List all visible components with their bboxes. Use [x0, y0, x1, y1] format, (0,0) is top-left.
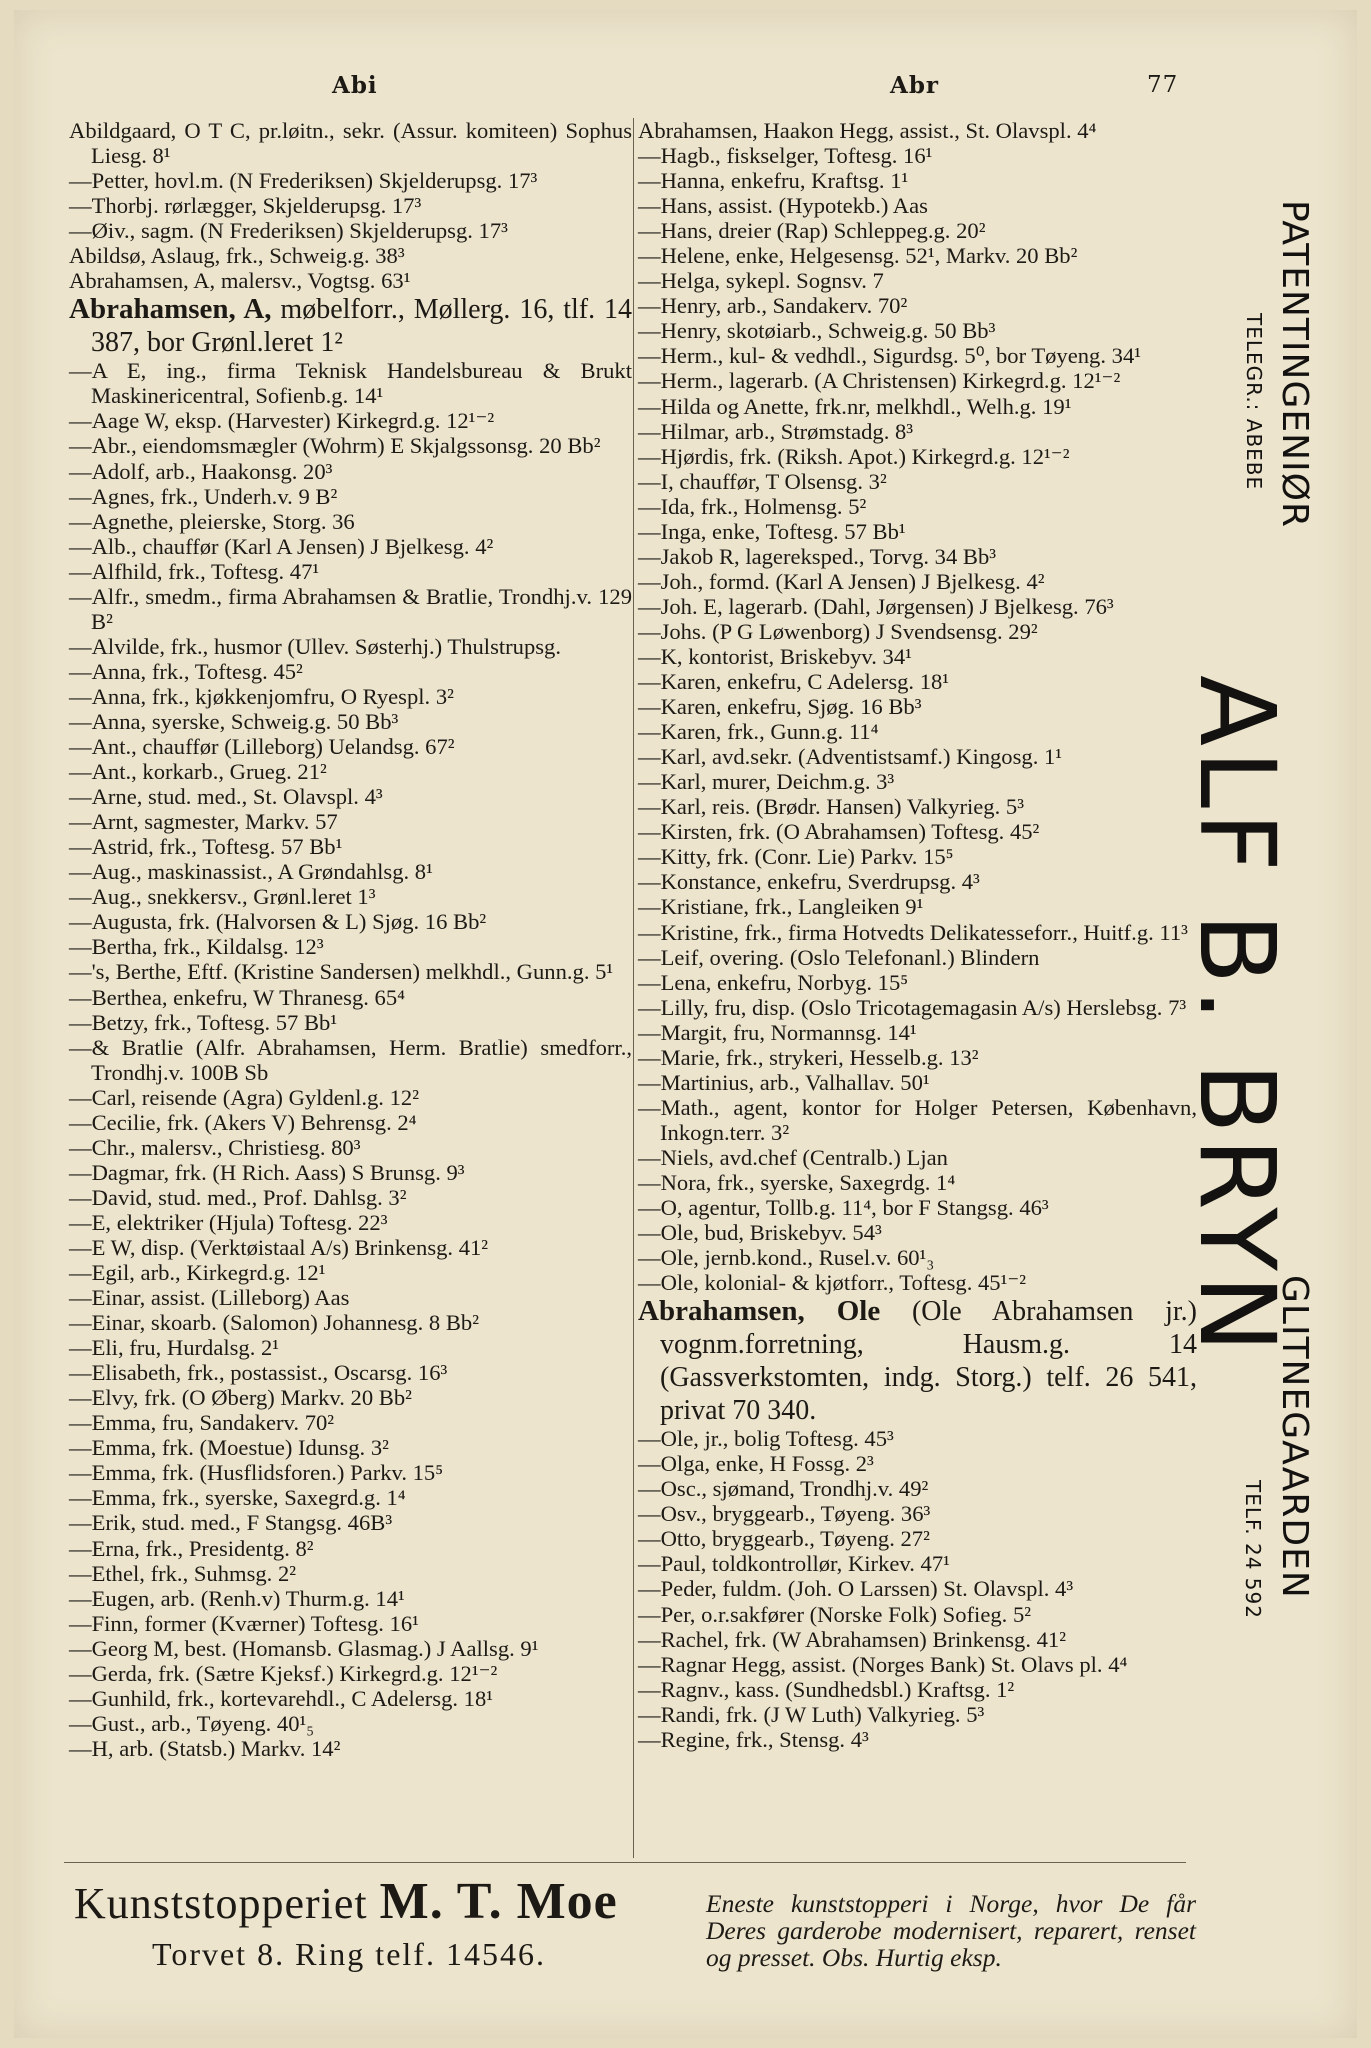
directory-entry: —Johs. (P G Løwenborg) J Svendsensg. 29² [638, 618, 1038, 644]
footer-rule [64, 1862, 1186, 1863]
column-divider [633, 118, 634, 1858]
directory-entry: —Chr., malersv., Christiesg. 80³ [69, 1134, 361, 1160]
directory-entry: —Aug., snekkersv., Grønl.leret 1³ [69, 884, 376, 910]
directory-entry: —Hans, dreier (Rap) Schleppeg.g. 20² [638, 218, 986, 244]
featured-entry-details: møbelforr., Møllerg. 16, tlf. 14 387, bor Grønl.leret 1² [91, 294, 633, 359]
directory-entry: —E, elektriker (Hjula) Toftesg. 22³ [69, 1209, 388, 1235]
side-advertisement [1176, 115, 1339, 1875]
running-head-right: Abr [890, 72, 940, 99]
directory-entry-featured [69, 293, 632, 359]
directory-entry: —Erna, frk., Presidentg. 8² [69, 1535, 314, 1561]
directory-entry: —Elvy, frk. (O Øberg) Markv. 20 Bb² [69, 1385, 412, 1411]
directory-entry: —Egil, arb., Kirkegrd.g. 12¹ [69, 1260, 326, 1286]
directory-entry: —Ethel, frk., Suhmsg. 2² [69, 1560, 297, 1586]
directory-entry: —'s, Berthe, Eftf. (Kristine Sandersen) melkhdl., Gunn.g. 5¹ [69, 959, 614, 985]
directory-entry: —Ragnar Hegg, assist. (Norges Bank) St. Olavs pl. 4⁴ [638, 1651, 1128, 1677]
directory-entry: —O, agentur, Tollb.g. 11⁴, bor F Stangsg. 46³ [638, 1195, 1049, 1221]
directory-entry: —Adolf, arb., Haakonsg. 20³ [69, 458, 333, 484]
directory-entry: —Emma, frk., syerske, Saxegrd.g. 1⁴ [69, 1485, 406, 1511]
directory-entry: —Carl, reisende (Agra) Gyldenl.g. 12² [69, 1084, 419, 1110]
page-number: 77 [1147, 72, 1179, 98]
directory-entry: Abildsø, Aslaug, frk., Schweig.g. 38³ [69, 243, 405, 269]
featured-entry-name: Abrahamsen, Ole [638, 1295, 881, 1328]
directory-entry: —Rachel, frk. (W Abrahamsen) Brinkensg. 41² [638, 1626, 1067, 1652]
directory-entry: —Martinius, arb., Valhallav. 50¹ [638, 1069, 930, 1095]
directory-entry: —K, kontorist, Briskebyv. 34¹ [638, 643, 912, 669]
directory-entry: —Ole, bud, Briskebyv. 54³ [638, 1220, 882, 1246]
directory-entry: —Petter, hovl.m. (N Frederiksen) Skjelderupsg. 17³ [69, 168, 538, 194]
directory-entry: —Astrid, frk., Toftesg. 57 Bb¹ [69, 834, 343, 860]
directory-entry: —Thorbj. rørlægger, Skjelderupsg. 17³ [69, 193, 422, 219]
directory-entry: —Aug., maskinassist., A Grøndahlsg. 8¹ [69, 859, 433, 885]
moe-ad-slogan: Eneste kunststopperi i Norge, hvor De får Deres garderobe modernisert, reparert, renset og presset. Obs. Hurtig eksp. [706, 1889, 1196, 1972]
directory-entry: —Alfhild, frk., Toftesg. 47¹ [69, 558, 320, 584]
directory-entry: —Ida, frk., Holmensg. 5² [638, 493, 867, 519]
directory-entry: —Ole, kolonial- & kjøtforr., Toftesg. 45¹⁻² [638, 1270, 1027, 1296]
directory-entry: —Georg M, best. (Homansb. Glasmag.) J Aallsg. 9¹ [69, 1635, 539, 1661]
directory-entry: —Nora, frk., syerske, Saxegrdg. 1⁴ [638, 1169, 956, 1195]
directory-entry: —Hagb., fiskselger, Toftesg. 16¹ [638, 143, 933, 169]
directory-entry: —Kitty, frk. (Conr. Lie) Parkv. 15⁵ [638, 844, 954, 870]
left-column [69, 118, 632, 1761]
directory-entry: —Helga, sykepl. Sognsv. 7 [638, 268, 884, 294]
directory-entry: —Einar, skoarb. (Salomon) Johannesg. 8 Bb² [69, 1310, 479, 1336]
directory-entry: —Betzy, frk., Toftesg. 57 Bb¹ [69, 1009, 338, 1035]
directory-entry: —Olga, enke, H Fossg. 2³ [638, 1451, 874, 1477]
directory-entry: —Math., agent, kontor for Holger Petersen, København, Inkogn.terr. 3² [638, 1094, 1197, 1145]
directory-entry: —Ant., korkarb., Grueg. 21² [69, 759, 327, 785]
moe-ad-address: Torvet 8. Ring telf. 14546. [152, 1936, 546, 1972]
directory-entry: —Lilly, fru, disp. (Oslo Tricotagemagasin A/s) Herslebsg. 7³ [638, 994, 1187, 1020]
directory-entry: —Karen, enkefru, C Adelersg. 18¹ [638, 669, 950, 695]
directory-entry: —Paul, toldkontrollør, Kirkev. 47¹ [638, 1551, 950, 1577]
directory-entry: —Ant., chauffør (Lilleborg) Uelandsg. 67² [69, 734, 455, 760]
moe-ad-title-text: Kunststopperiet [74, 1879, 380, 1928]
directory-entry: —Niels, avd.chef (Centralb.) Ljan [638, 1144, 948, 1170]
directory-entry: —Agnes, frk., Underh.v. 9 B² [69, 483, 338, 509]
directory-entry: —E W, disp. (Verktøistaal A/s) Brinkensg. 41² [69, 1234, 489, 1260]
directory-entry: —Anna, syerske, Schweig.g. 50 Bb³ [69, 708, 399, 734]
directory-entry: —Hjørdis, frk. (Riksh. Apot.) Kirkegrd.g. 12¹⁻² [638, 443, 1070, 469]
featured-entry-details: (Ole Abrahamsen jr.) vognm.forretning, Hausm.g. 14 (Gassverkstomten, indg. Storg.) telf. 26 541, privat 70 340. [660, 1296, 1198, 1427]
directory-entry: —Gerda, frk. (Sætre Kjeksf.) Kirkegrd.g. 12¹⁻² [69, 1660, 498, 1686]
directory-entry: —Emma, frk. (Husflidsforen.) Parkv. 15⁵ [69, 1460, 444, 1486]
directory-page [14, 10, 1357, 2038]
directory-entry: —Anna, frk., kjøkkenjomfru, O Ryespl. 3² [69, 683, 454, 709]
directory-entry: —Øiv., sagm. (N Frederiksen) Skjelderupsg. 17³ [69, 218, 508, 244]
directory-entry: —Kristiane, frk., Langleiken 9¹ [638, 894, 924, 920]
directory-entry: —Arnt, sagmester, Markv. 57 [69, 809, 338, 835]
directory-entry: —Regine, frk., Stensg. 4³ [638, 1726, 869, 1752]
directory-entry: —Cecilie, frk. (Akers V) Behrensg. 2⁴ [69, 1109, 417, 1135]
directory-entry: —Hilda og Anette, frk.nr, melkhdl., Welh.g. 19¹ [638, 393, 1072, 419]
directory-entry: —Henry, skotøiarb., Schweig.g. 50 Bb³ [638, 318, 996, 344]
ad-telegram: TELEGR.: ABEBE [1242, 313, 1266, 491]
directory-entry: —Bertha, frk., Kildalsg. 12³ [69, 934, 324, 960]
directory-entry: —Herm., lagerarb. (A Christensen) Kirkegrd.g. 12¹⁻² [638, 368, 1121, 394]
directory-entry: —Ole, jernb.kond., Rusel.v. 60¹₃ [638, 1245, 935, 1271]
ad-phone: TELF. 24 592 [1241, 1480, 1265, 1619]
directory-entry: —Karl, reis. (Brødr. Hansen) Valkyrieg. 5³ [638, 794, 1024, 820]
directory-entry: —Margit, fru, Normannsg. 14¹ [638, 1019, 917, 1045]
directory-entry: —Emma, frk. (Moestue) Idunsg. 3² [69, 1435, 389, 1461]
directory-entry: —Peder, fuldm. (Joh. O Larssen) St. Olavspl. 4³ [638, 1576, 1074, 1602]
bottom-advertisement [74, 1870, 1194, 1990]
directory-entry: —Hans, assist. (Hypotekb.) Aas [638, 193, 928, 219]
directory-entry: —Osv., bryggearb., Tøyeng. 36³ [638, 1501, 931, 1527]
directory-entry: —Konstance, enkefru, Sverdrupsg. 4³ [638, 869, 980, 895]
directory-entry: —Aage W, eksp. (Harvester) Kirkegrd.g. 12¹⁻² [69, 408, 495, 434]
directory-entry: —Lena, enkefru, Norbyg. 15⁵ [638, 969, 909, 995]
directory-entry: —Agnethe, pleierske, Storg. 36 [69, 508, 355, 534]
directory-entry: —Finn, former (Kværner) Toftesg. 16¹ [69, 1610, 419, 1636]
running-head-left: Abi [332, 72, 378, 99]
ad-company-name: ALF B. BRYN [1176, 675, 1298, 1357]
directory-entry: —Otto, bryggearb., Tøyeng. 27² [638, 1526, 930, 1552]
directory-entry: —Kirsten, frk. (O Abrahamsen) Toftesg. 45² [638, 819, 1040, 845]
directory-entry: —Emma, fru, Sandakerv. 70² [69, 1410, 335, 1436]
directory-entry: —Henry, arb., Sandakerv. 70² [638, 293, 908, 319]
directory-entry: —Karl, avd.sekr. (Adventistsamf.) Kingosg. 1¹ [638, 744, 1063, 770]
directory-entry: —Karl, murer, Deichm.g. 3³ [638, 769, 895, 795]
directory-entry: —Per, o.r.sakfører (Norske Folk) Sofieg. 5² [638, 1601, 1032, 1627]
directory-entry: —Alfr., smedm., firma Abrahamsen & Bratlie, Trondhj.v. 129 B² [69, 583, 632, 634]
moe-ad-title [74, 1872, 618, 1931]
directory-entry: —Arne, stud. med., St. Olavspl. 4³ [69, 784, 383, 810]
directory-entry: Abildgaard, O T C, pr.løitn., sekr. (Assur. komiteen) Sophus Liesg. 8¹ [69, 118, 632, 169]
directory-entry: —Alvilde, frk., husmor (Ullev. Søsterhj.) Thulstrupsg. [69, 633, 561, 659]
directory-entry: —Marie, frk., strykeri, Hesselb.g. 13² [638, 1044, 979, 1070]
directory-entry: —Eugen, arb. (Renh.v) Thurm.g. 14¹ [69, 1585, 405, 1611]
directory-entry: —David, stud. med., Prof. Dahlsg. 3² [69, 1184, 407, 1210]
directory-entry: —Hilmar, arb., Strømstadg. 8³ [638, 418, 914, 444]
directory-entry: —Osc., sjømand, Trondhj.v. 49² [638, 1476, 929, 1502]
directory-entry: —& Bratlie (Alfr. Abrahamsen, Herm. Bratlie) smedforr., Trondhj.v. 100B Sb [69, 1034, 632, 1085]
moe-ad-name: M. T. Moe [379, 1873, 618, 1930]
featured-entry-name: Abrahamsen, A, [69, 293, 272, 326]
directory-entry: —Alb., chauffør (Karl A Jensen) J Bjelkesg. 4² [69, 533, 494, 559]
directory-entry: —Joh. E, lagerarb. (Dahl, Jørgensen) J Bjelkesg. 76³ [638, 593, 1114, 619]
directory-entry: —Augusta, frk. (Halvorsen & L) Sjøg. 16 Bb² [69, 909, 487, 935]
right-column [638, 118, 1197, 1752]
directory-entry: —Helene, enke, Helgesensg. 52¹, Markv. 20 Bb² [638, 243, 1078, 269]
directory-entry: —Karen, enkefru, Sjøg. 16 Bb³ [638, 694, 922, 720]
directory-entry: Abrahamsen, Haakon Hegg, assist., St. Olavspl. 4⁴ [638, 118, 1097, 143]
ad-building: GLITNEGAARDEN [1274, 1275, 1315, 1599]
directory-entry: —Anna, frk., Toftesg. 45² [69, 658, 303, 684]
directory-entry: —Elisabeth, frk., postassist., Oscarsg. 16³ [69, 1360, 448, 1386]
ad-profession: PATENTINGENIØR [1274, 200, 1315, 528]
directory-entry: —Ragnv., kass. (Sundhedsbl.) Kraftsg. 1² [638, 1676, 1015, 1702]
directory-entry: —I, chauffør, T Olsensg. 3² [638, 468, 887, 494]
directory-entry: —Leif, overing. (Oslo Telefonanl.) Blindern [638, 944, 1040, 970]
directory-entry: —Joh., formd. (Karl A Jensen) J Bjelkesg. 4² [638, 568, 1045, 594]
directory-entry: —Jakob R, lagereksped., Torvg. 34 Bb³ [638, 543, 997, 569]
directory-entry: —Einar, assist. (Lilleborg) Aas [69, 1285, 350, 1311]
directory-entry: —Eli, fru, Hurdalsg. 2¹ [69, 1335, 280, 1361]
directory-entry: —Gunhild, frk., kortevarehdl., C Adelersg. 18¹ [69, 1685, 494, 1711]
directory-entry: —Dagmar, frk. (H Rich. Aass) S Brunsg. 9³ [69, 1159, 465, 1185]
directory-entry: —Inga, enke, Toftesg. 57 Bb¹ [638, 518, 906, 544]
directory-entry: —Erik, stud. med., F Stangsg. 46B³ [69, 1510, 393, 1536]
directory-entry: —Ole, jr., bolig Toftesg. 45³ [638, 1426, 894, 1452]
directory-entry: —Kristine, frk., firma Hotvedts Delikatesseforr., Huitf.g. 11³ [638, 919, 1188, 945]
directory-entry: —Herm., kul- & vedhdl., Sigurdsg. 5⁰, bor Tøyeng. 34¹ [638, 343, 1142, 369]
directory-entry: —Hanna, enkefru, Kraftsg. 1¹ [638, 168, 909, 194]
directory-entry: —A E, ing., firma Teknisk Handelsbureau & Brukt Maskinericentral, Sofienb.g. 14¹ [69, 358, 632, 409]
directory-entry: —H, arb. (Statsb.) Markv. 14² [69, 1735, 341, 1761]
directory-entry: —Karen, frk., Gunn.g. 11⁴ [638, 719, 879, 745]
directory-entry: —Berthea, enkefru, W Thranesg. 65⁴ [69, 984, 406, 1010]
directory-entry: —Gust., arb., Tøyeng. 40¹₅ [69, 1710, 315, 1736]
directory-entry: —Randi, frk. (J W Luth) Valkyrieg. 5³ [638, 1701, 985, 1727]
directory-entry: —Abr., eiendomsmægler (Wohrm) E Skjalgssonsg. 20 Bb² [69, 433, 601, 459]
directory-entry-featured [638, 1295, 1197, 1427]
directory-entry: Abrahamsen, A, malersv., Vogtsg. 63¹ [69, 268, 411, 294]
